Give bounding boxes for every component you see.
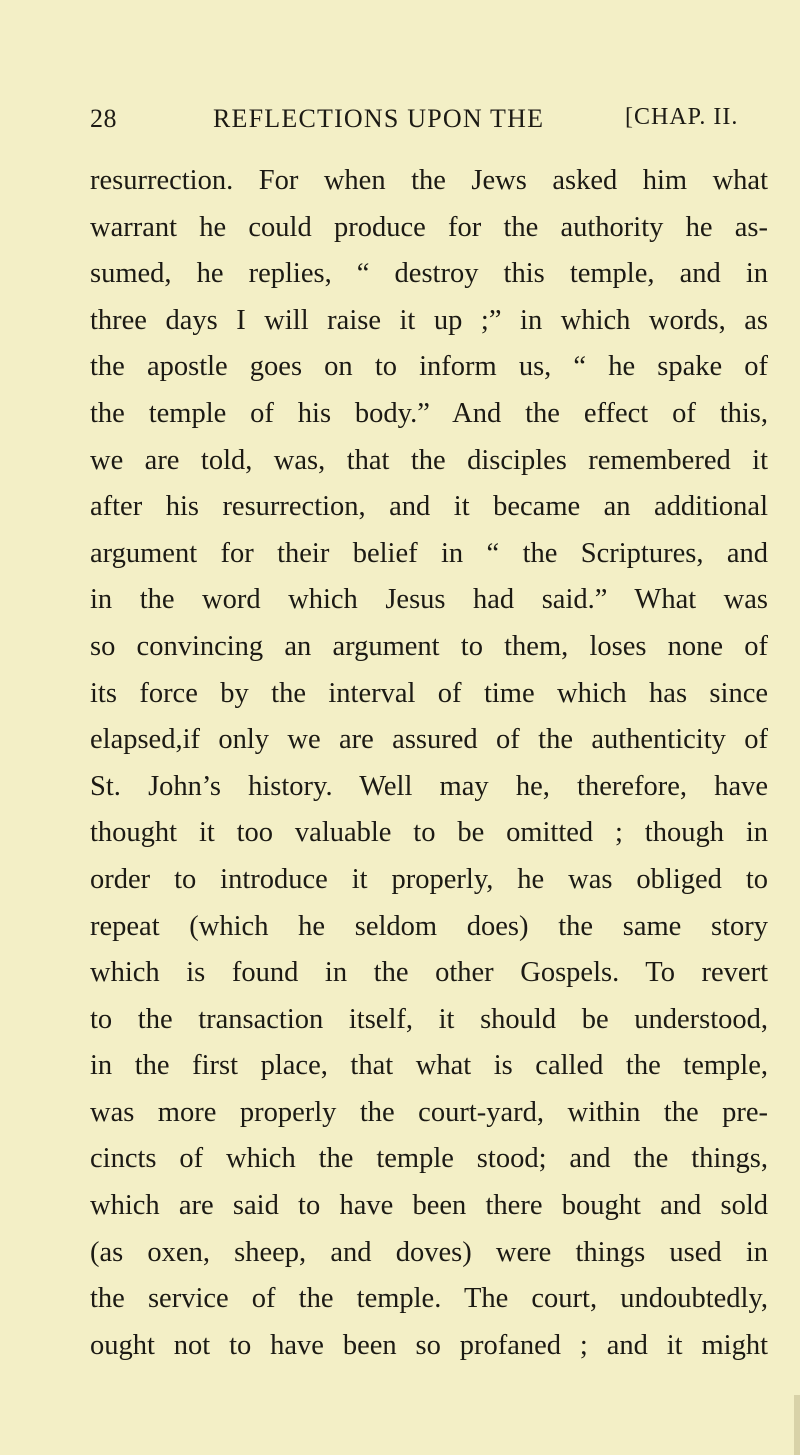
body-text bbox=[90, 158, 768, 1369]
text-line: cincts of which the temple stood; and the things, bbox=[90, 1143, 768, 1175]
text-line: sumed, he replies, “ destroy this temple, and in bbox=[90, 258, 768, 290]
chapter-reference: [CHAP. II. bbox=[625, 104, 739, 130]
running-header bbox=[90, 104, 760, 144]
text-line: ought not to have been so profaned ; and it might bbox=[90, 1329, 768, 1361]
page-number: 28 bbox=[90, 104, 117, 133]
text-line: the service of the temple. The court, undoubtedly, bbox=[90, 1283, 768, 1315]
text-line: argument for their belief in “ the Scriptures, and bbox=[90, 537, 768, 569]
text-line: which are said to have been there bought and sold bbox=[90, 1190, 768, 1222]
text-line: the apostle goes on to inform us, “ he spake of bbox=[90, 351, 768, 383]
text-line: order to introduce it properly, he was obliged to bbox=[90, 863, 768, 895]
text-line: was more properly the court-yard, within the pre- bbox=[90, 1096, 768, 1128]
text-line: St. John’s history. Well may he, therefore, have bbox=[90, 770, 768, 802]
text-line: three days I will raise it up ;” in which words, as bbox=[90, 304, 768, 336]
text-line: so convincing an argument to them, loses none of bbox=[90, 630, 768, 662]
text-line: its force by the interval of time which has since bbox=[90, 677, 768, 709]
text-line: repeat (which he seldom does) the same story bbox=[90, 910, 768, 942]
text-line: thought it too valuable to be omitted ; though in bbox=[90, 817, 768, 849]
text-line: the temple of his body.” And the effect of this, bbox=[90, 397, 768, 429]
text-line: which is found in the other Gospels. To revert bbox=[90, 957, 768, 989]
text-line: to the transaction itself, it should be understood, bbox=[90, 1003, 768, 1035]
running-title: REFLECTIONS UPON THE bbox=[213, 104, 545, 133]
text-line: in the word which Jesus had said.” What was bbox=[90, 584, 768, 616]
text-line: (as oxen, sheep, and doves) were things used in bbox=[90, 1236, 768, 1268]
text-line: we are told, was, that the disciples remembered it bbox=[90, 444, 768, 476]
text-line: after his resurrection, and it became an additional bbox=[90, 491, 768, 523]
page-edge-shadow bbox=[794, 1395, 800, 1455]
text-line: in the first place, that what is called the temple, bbox=[90, 1050, 768, 1082]
text-line: resurrection. For when the Jews asked him what bbox=[90, 165, 768, 196]
text-line: elapsed,if only we are assured of the authenticity of bbox=[90, 724, 768, 756]
text-line: warrant he could produce for the authority he as- bbox=[90, 211, 768, 243]
